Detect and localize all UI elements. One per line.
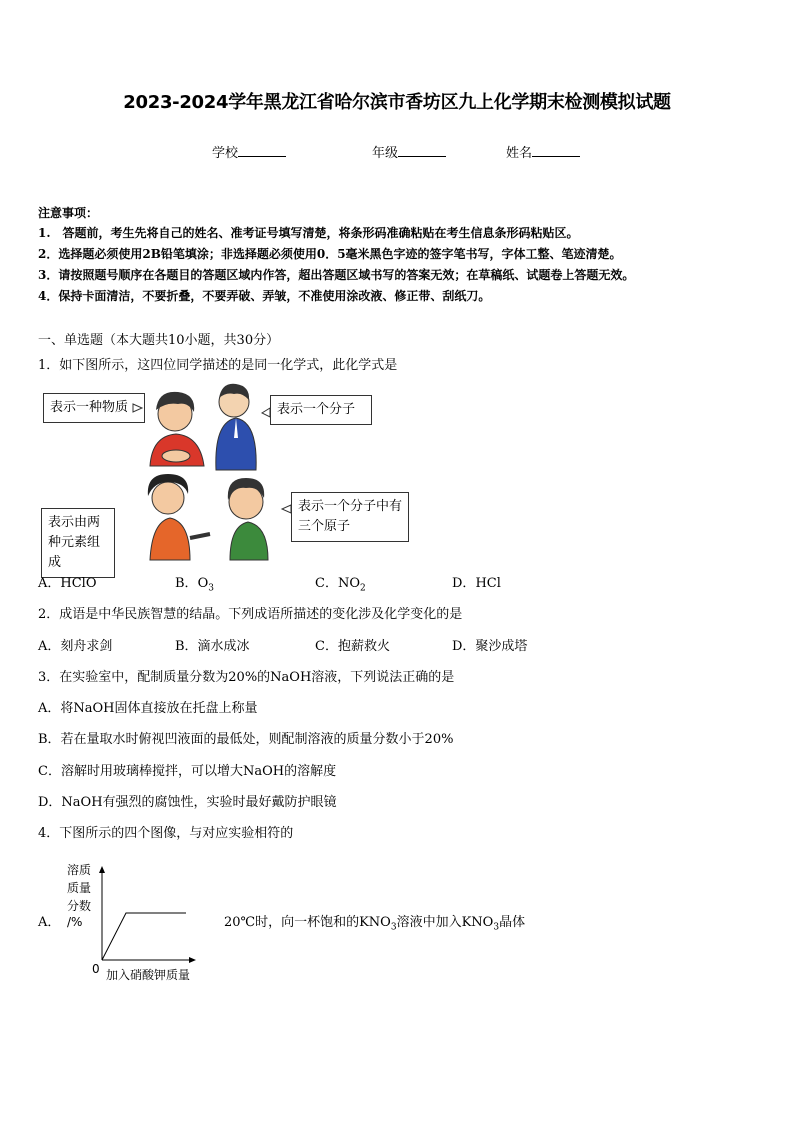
option-letter: C． xyxy=(315,576,338,591)
graph-origin: 0 xyxy=(92,962,100,976)
q1-illustration xyxy=(38,378,418,570)
notice-item: 4．保持卡面清洁，不要折叠，不要弄破、弄皱，不准使用涂改液、修正带、刮纸刀。 xyxy=(38,289,491,303)
grade-label: 年级 xyxy=(372,146,399,161)
graph-ylabel: /% xyxy=(67,915,83,929)
subscript: 2 xyxy=(360,583,366,594)
bubble-tail xyxy=(262,408,270,417)
option-text: HCl xyxy=(475,576,501,591)
option-letter: B． xyxy=(175,576,198,591)
school-blank xyxy=(238,144,286,157)
question-4-stem: 4．下图所示的四个图像，与对应实验相符的 xyxy=(38,826,294,841)
student-boy-blue-icon xyxy=(216,384,256,470)
x-axis-arrow-icon xyxy=(189,957,196,963)
option-text: HClO xyxy=(60,576,97,591)
school-field xyxy=(212,142,286,161)
notice-item: 3．请按照题号顺序在各题目的答题区域内作答，超出答题区域书写的答案无效；在草稿纸、试题卷上答题无效。 xyxy=(38,268,635,282)
student-girl-orange-icon xyxy=(148,474,210,560)
desc-text: 20℃时，向一杯饱和的KNO xyxy=(224,915,391,930)
q2-option-d[interactable]: D．聚沙成塔 xyxy=(452,639,528,654)
q2-option-b[interactable]: B．滴水成冰 xyxy=(175,639,250,654)
page-title: 2023-2024学年黑龙江省哈尔滨市香坊区九上化学期末检测模拟试题 xyxy=(123,92,671,113)
graph-line xyxy=(102,913,186,960)
graph-ylabel: 分数 xyxy=(67,899,92,913)
name-blank xyxy=(532,144,580,157)
question-1-stem: 1．如下图所示，这四位同学描述的是同一化学式，此化学式是 xyxy=(38,358,398,373)
q3-option-b[interactable]: B．若在量取水时俯视凹液面的最低处，则配制溶液的质量分数小于20% xyxy=(38,732,454,747)
speech-bubble-molecule: 表示一个分子 xyxy=(270,395,372,425)
option-letter: D． xyxy=(452,576,476,591)
name-label: 姓名 xyxy=(506,146,533,161)
question-2-stem: 2．成语是中华民族智慧的结晶。下列成语所描述的变化涉及化学变化的是 xyxy=(38,607,463,622)
q4-option-a-desc xyxy=(224,911,525,933)
option-letter: A． xyxy=(38,576,61,591)
school-label: 学校 xyxy=(212,146,239,161)
grade-blank xyxy=(398,144,446,157)
speech-bubble-two-elements: 表示由两种元素组成 xyxy=(41,508,115,578)
q1-option-b[interactable] xyxy=(175,572,214,594)
q2-option-a[interactable]: A．刻舟求剑 xyxy=(38,639,113,654)
section-heading: 一、单选题（本大题共10小题，共30分） xyxy=(38,333,280,348)
bubble-tail xyxy=(282,505,291,513)
graph-xlabel: 加入硝酸钾质量 xyxy=(106,968,191,982)
q1-option-d[interactable] xyxy=(452,572,501,591)
name-field xyxy=(506,142,580,161)
y-axis-arrow-icon xyxy=(99,866,105,873)
q4-option-a-graph xyxy=(60,858,220,983)
q1-option-c[interactable] xyxy=(315,572,366,594)
graph-ylabel: 溶质 xyxy=(67,863,92,877)
subscript: 3 xyxy=(493,922,500,933)
option-text: NO xyxy=(337,576,360,591)
desc-text: 晶体 xyxy=(499,915,526,930)
subscript: 3 xyxy=(208,583,214,594)
notice-item: 1. 答题前，考生先将自己的姓名、准考证号填写清楚，将条形码准确粘贴在考生信息条形码粘贴区。 xyxy=(38,226,579,240)
q3-option-c[interactable]: C．溶解时用玻璃棒搅拌，可以增大NaOH的溶解度 xyxy=(38,764,337,779)
q1-option-a[interactable] xyxy=(38,572,97,591)
subscript: 3 xyxy=(390,922,397,933)
graph-ylabel: 质量 xyxy=(67,881,92,895)
graph-axes xyxy=(60,858,220,968)
speech-bubble-substance: 表示一种物质 xyxy=(43,393,145,423)
student-boy-green-icon xyxy=(228,478,268,560)
grade-field xyxy=(372,142,446,161)
student-girl-red-icon xyxy=(150,392,204,466)
q4-option-a-letter[interactable]: A． xyxy=(38,915,61,930)
q3-option-d[interactable]: D．NaOH有强烈的腐蚀性，实验时最好戴防护眼镜 xyxy=(38,795,337,810)
option-text: O xyxy=(197,576,209,591)
q3-option-a[interactable]: A．将NaOH固体直接放在托盘上称量 xyxy=(38,701,258,716)
desc-text: 溶液中加入KNO xyxy=(396,915,494,930)
speech-bubble-three-atoms: 表示一个分子中有三个原子 xyxy=(291,492,409,542)
q2-option-c[interactable]: C．抱薪救火 xyxy=(315,639,390,654)
question-3-stem: 3．在实验室中，配制质量分数为20%的NaOH溶液，下列说法正确的是 xyxy=(38,670,455,685)
notice-heading: 注意事项： xyxy=(38,206,99,220)
notice-item: 2．选择题必须使用2B铅笔填涂；非选择题必须使用0．5毫米黑色字迹的签字笔书写，字体工整、笔迹清楚。 xyxy=(38,247,622,261)
